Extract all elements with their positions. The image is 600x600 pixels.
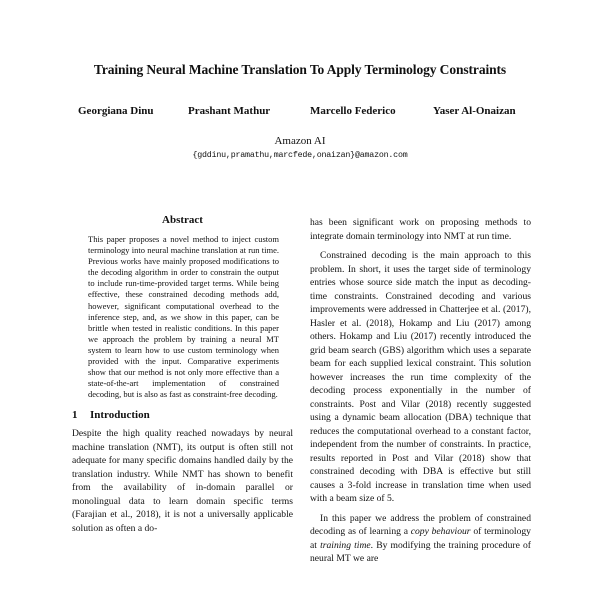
author-emails: {gddinu,pramathu,marcfede,onaizan}@amazon.com [192,151,408,160]
paper-title: Training Neural Machine Translation To Apply Terminology Constraints [93,62,507,77]
left-column [72,214,293,535]
abstract-text: This paper proposes a novel method to inject custom terminology into neural machine translation at run time. Previous works have mainly proposed modifications to the decoding algorithm in order to constrain the output to include run-time-provided target terms. While being effective, these constrained decoding methods add, however, significant computational overhead to the inference step, and, as we show in this paper, can be brittle when tested in realistic conditions. In this paper we approach the problem by training a neural MT system to learn how to use custom terminology when provided with the input. Comparative experiments show that our method is not only more effective than a state-of-the-art implementation of constrained decoding, but is also as fast as constraint-free decoding. [88,234,279,400]
emphasis-text: copy behaviour [410,526,471,537]
intro-paragraph: Despite the high quality reached nowadays by neural machine translation (NMT), its output is often still not adequate for many specific domains handled daily by the translation industry. While NMT has shown to benefit from the availability of in-domain parallel or monolingual data to learn domain specific terms (Farajian et al., 2018), it is not a universally applicable solution as often a do- [72,428,293,534]
emphasis-text: training time [320,539,371,551]
affiliation: Amazon AI [274,135,326,147]
author-list [0,105,600,121]
section-title: Introduction [90,409,150,422]
paragraph-text: of terminology at [310,526,531,551]
body-paragraph: has been significant work on proposing methods to integrate domain terminology into NMT at run time. [310,217,531,242]
section-number: 1 [72,409,78,422]
paragraph-text: . By modifying the training procedure of neural MT we are [310,539,531,564]
author-name: Prashant Mathur [188,105,271,117]
abstract-heading: Abstract [162,214,203,226]
section-heading-introduction [72,409,293,421]
body-paragraph [310,512,531,566]
paragraph-text: In this paper we address the problem of constrained decoding as of learning a [310,512,531,537]
author-name: Marcello Federico [310,105,396,117]
right-column [310,216,531,566]
author-name: Georgiana Dinu [78,105,154,117]
author-name: Yaser Al-Onaizan [433,105,516,117]
body-paragraph: Constrained decoding is the main approach to this problem. In short, it uses the target side of terminology entries whose source side match the input as decoding-time constraints. Constrained decoding and various improvements were addressed in Chatterjee et al. (2017), Hasler et al. (2018), Hokamp and Liu (2017) among others. Hokamp and Liu (2017) recently introduced the grid beam search (GBS) algorithm which uses a separate beam for each supplied lexical constraint. This solution however increases the run time complexity of the decoding process exponentially in the number of constraints. Post and Vilar (2018) recently suggested using a dynamic beam allocation (DBA) technique that reduces the computational overhead to a constant factor, independent from the number of constraints. In practice, results reported in Post and Vilar (2018) show that constrained decoding with DBA is effective but still causes a 3-fold increase in translation time when used with a beam size of 5. [310,250,531,504]
